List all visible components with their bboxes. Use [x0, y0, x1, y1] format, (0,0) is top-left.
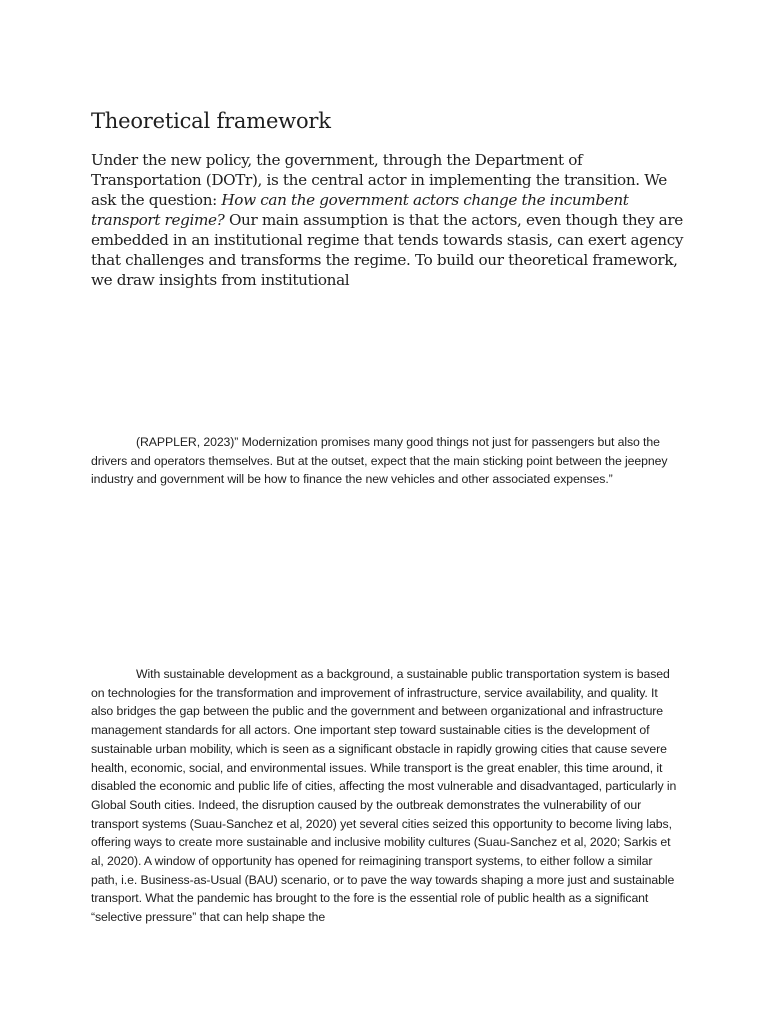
- intro-text-part1: Under the new policy, the government, through the Department of Transportation (DOTr), is the central actor in implementing the transition. We ask the question:: [91, 151, 667, 209]
- quote-paragraph: (RAPPLER, 2023)” Modernization promises many good things not just for passengers but also the drivers and operators themselves. But at the outset, expect that the main sticking point between the jeepney industry and government will be how to finance the new vehicles and other associated expenses.”: [91, 435, 668, 487]
- intro-paragraph: [91, 150, 691, 290]
- body-paragraph: With sustainable development as a background, a sustainable public transportation system is based on technologies for the transformation and improvement of infrastructure, service availability, and quality. It also bridges the gap between the public and the government and between organizational and infrastructure management standards for all actors. One important step toward sustainable cities is the development of sustainable urban mobility, which is seen as a significant obstacle in rapidly growing cities that cause severe health, economic, social, and environmental issues. While transport is the great enabler, this time around, it disabled the economic and public life of cities, affecting the most vulnerable and disadvantaged, particularly in Global South cities. Indeed, the disruption caused by the outbreak demonstrates the vulnerability of our transport systems (Suau-Sanchez et al, 2020) yet several cities seized this opportunity to become living labs, offering ways to create more sustainable and inclusive mobility cultures (Suau-Sanchez et al, 2020; Sarkis et al, 2020). A window of opportunity has opened for reimagining transport systems, to either follow a similar path, i.e. Business-as-Usual (BAU) scenario, or to pave the way towards shaping a more just and sustainable transport. What the pandemic has brought to the fore is the essential role of public health as a significant “selective pressure” that can help shape the: [91, 667, 677, 925]
- intro-text-part2: Our main assumption is that the actors, even though they are embedded in an institutional regime that tends towards stasis, can exert agency that challenges and transforms the regime. To build our theoretical framework, we draw insights from institutional: [91, 211, 684, 289]
- section-heading: Theoretical framework: [91, 109, 331, 133]
- research-question: How can the government actors change the incumbent transport regime?: [91, 191, 629, 229]
